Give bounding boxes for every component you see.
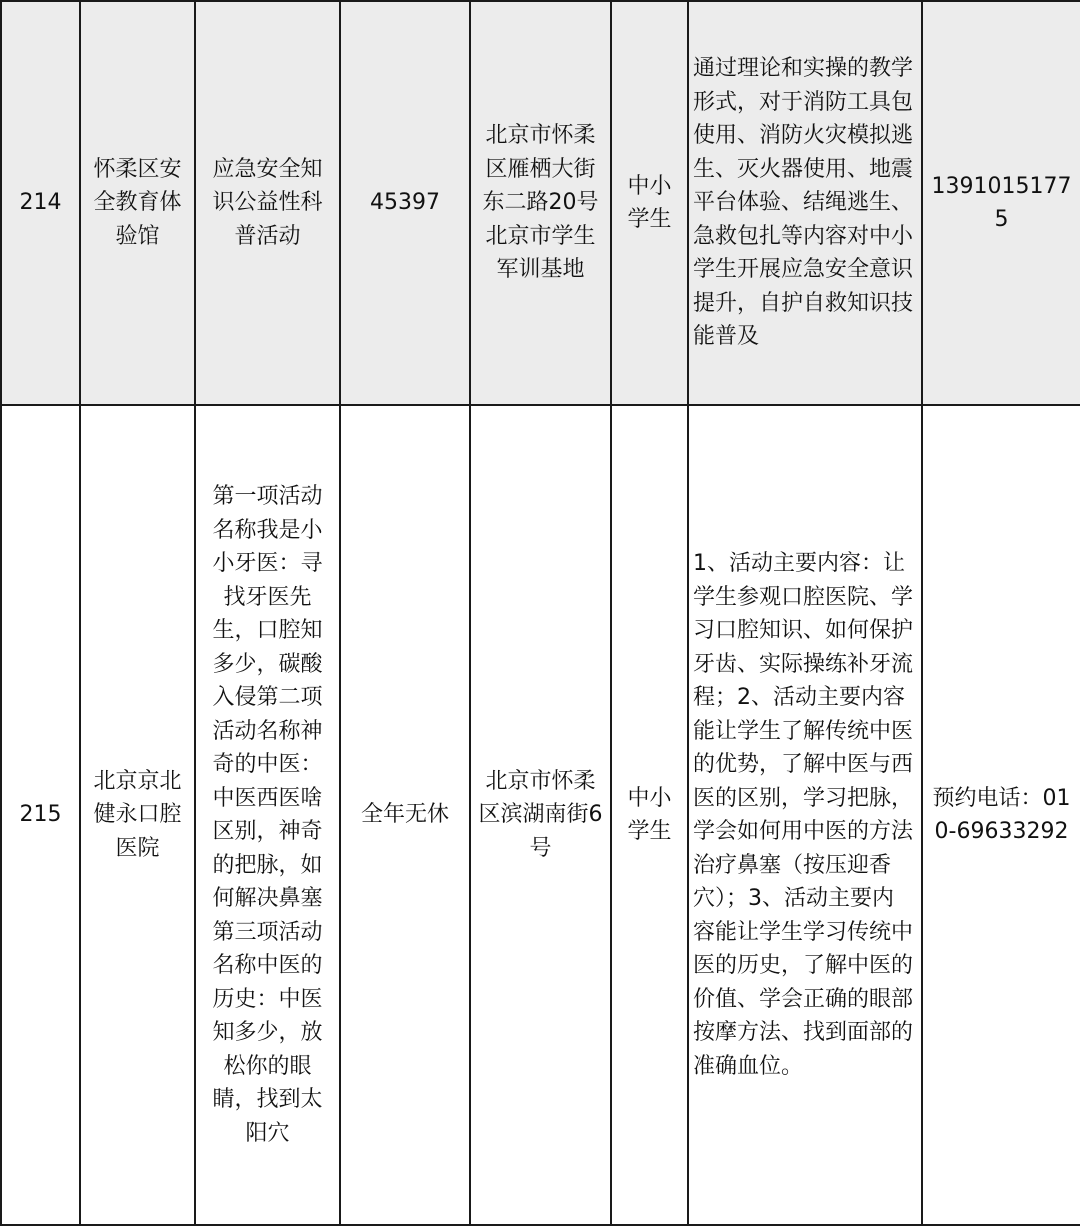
content-cell <box>688 1 922 405</box>
activity-content: 1、活动主要内容：让学生参观口腔医院、学习口腔知识、如何保护牙齿、实际操练补牙流程；2、活动主要内容能让学生了解传统中医的优势，了解中医与西医的区别，学习把脉，学会如何用中医的方法治疗鼻塞（按压迎香穴）；3、活动主要内容能让学生学习传统中医的历史，了解中医的价值、学会正确的眼部按摩方法、找到面部的准确血位。 <box>693 551 914 1079</box>
table-row <box>1 1 1080 405</box>
time-cell <box>340 1 470 405</box>
contact-cell <box>922 1 1080 405</box>
activity-content: 通过理论和实操的教学形式，对于消防工具包使用、消防火灾模拟逃生、灭火器使用、地震平台体验、结绳逃生、急救包扎等内容对中小学生开展应急安全意识提升，自护自救知识技能普及 <box>693 56 914 350</box>
activity-cell <box>195 1 340 405</box>
address-cell <box>470 405 611 1225</box>
contact-info: 13910151775 <box>931 173 1072 232</box>
venue-name: 怀柔区安全教育体验馆 <box>93 156 182 249</box>
activity-time: 全年无休 <box>360 802 449 828</box>
venue-address: 北京市怀柔区滨湖南街6号 <box>478 768 603 861</box>
address-cell <box>470 1 611 405</box>
venue-address: 北京市怀柔区雁栖大街东二路20号北京市学生军训基地 <box>482 123 599 283</box>
audience-cell <box>611 1 688 405</box>
table-row <box>1 405 1080 1225</box>
activity-cell <box>195 405 340 1225</box>
venue-name: 北京京北健永口腔医院 <box>93 768 182 861</box>
venue-cell <box>80 405 195 1225</box>
row-number-cell <box>1 405 80 1225</box>
activity-name: 应急安全知识公益性科普活动 <box>212 156 323 249</box>
activity-time: 45397 <box>370 190 440 216</box>
audience-cell <box>611 405 688 1225</box>
target-audience: 中小学生 <box>627 173 672 232</box>
time-cell <box>340 405 470 1225</box>
venue-cell <box>80 1 195 405</box>
row-number-cell <box>1 1 80 405</box>
activity-name: 第一项活动名称我是小小牙医：寻找牙医先生，口腔知多少，碳酸入侵第二项活动名称神奇的中医：中医西医啥区别，神奇的把脉，如何解决鼻塞第三项活动名称中医的历史：中医知多少，放松你的眼睛，找到太阳穴 <box>212 484 323 1146</box>
target-audience: 中小学生 <box>627 785 672 844</box>
content-cell <box>688 405 922 1225</box>
contact-info: 预约电话：010-69633292 <box>932 785 1071 844</box>
row-number: 215 <box>19 802 62 828</box>
contact-cell <box>922 405 1080 1225</box>
row-number: 214 <box>19 190 62 216</box>
